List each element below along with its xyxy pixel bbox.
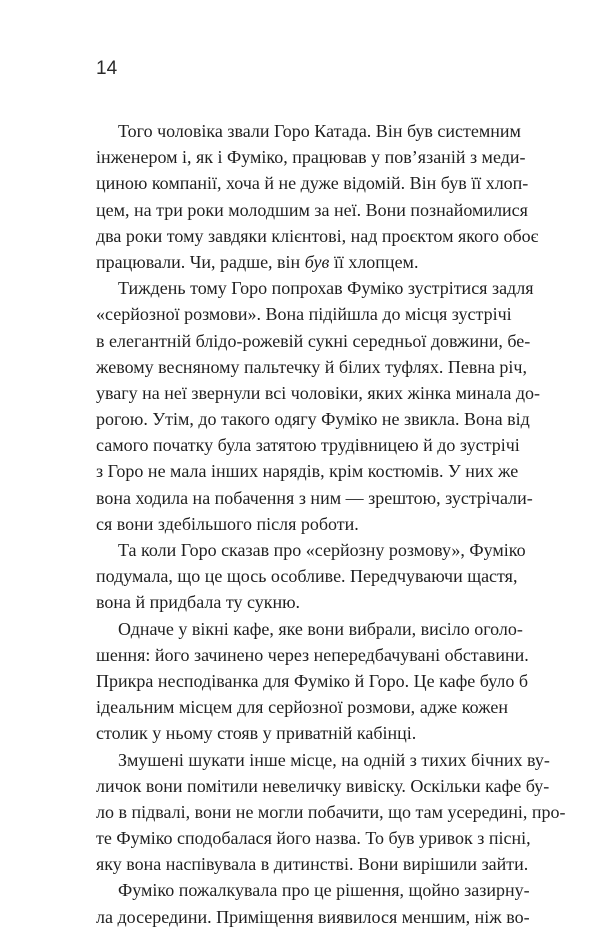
text-line: Та коли Горо сказав про «серйозну розмову», Фуміко (118, 540, 526, 560)
text-line: подумала, що це щось особливе. Передчуваючи щастя, (96, 566, 518, 587)
italic-word: був (304, 251, 330, 272)
text-segment: її хлопцем. (329, 251, 419, 272)
text-line: увагу на неї звернули всі чоловіки, яких жінка минала до- (96, 382, 541, 403)
text-line: рогою. Утім, до такого одягу Фуміко не звикла. Вона від (96, 409, 530, 430)
text-line: вона ходила на побачення з ним — зрештою, зустрічали- (96, 487, 533, 508)
text-line: Того чоловіка звали Горо Катада. Він був системним (118, 121, 521, 141)
text-line (96, 249, 508, 275)
text-line: вона й придбала ту сукню. (96, 592, 301, 613)
text-line: ло в підвалі, вони не могли побачити, що там усередині, про- (96, 801, 566, 822)
page-number: 14 (96, 58, 118, 79)
text-line: два роки тому завдяки клієнтові, над проєктом якого обоє (96, 225, 539, 246)
text-line: циною компанії, хоча й не дуже відомій. Він був її хлоп- (96, 173, 529, 194)
text-line: «серйозної розмови». Вона підійшла до місця зустрічі (96, 304, 512, 325)
body-text (96, 118, 566, 930)
text-line: ла досередини. Приміщення виявилося меншим, ніж во- (96, 906, 530, 927)
text-line: личок вони помітили невеличку вивіску. Оскільки кафе бу- (96, 775, 550, 796)
text-line: Одначе у вікні кафе, яке вони вибрали, висіло оголо- (118, 618, 523, 639)
text-line: цем, на три роки молодшим за неї. Вони познайомилися (96, 199, 528, 220)
text-line: шення: його зачинено через непередбачувані обставини. (96, 644, 529, 665)
text-line: жевому весняному пальтечку й білих туфлях. Певна річ, (96, 356, 527, 377)
text-line: ідеальним місцем для серйозної розмови, адже кожен (96, 697, 508, 718)
text-segment: працювали. Чи, радше, він (96, 251, 305, 272)
text-line: Тиждень тому Горо попрохав Фуміко зустрітися задля (118, 278, 534, 299)
text-line: Фуміко пожалкувала про це рішення, щойно зазирну- (118, 880, 530, 901)
text-line: інженером і, як і Фуміко, працював у пов’язаній з меди- (96, 147, 526, 168)
text-line: те Фуміко сподобалася його назва. То був уривок з пісні, (96, 828, 531, 849)
text-line: самого початку була затятою трудівницею й до зустрічі (96, 435, 520, 456)
text-line: Змушені шукати інше місце, на одній з тихих бічних ву- (118, 749, 550, 770)
text-line: в елегантній блідо-рожевій сукні середньої довжини, бе- (96, 330, 531, 351)
text-line: ся вони здебільшого після роботи. (96, 513, 359, 534)
text-line: з Горо не мала інших нарядів, крім костюмів. У них же (96, 461, 519, 482)
text-line: яку вона наспівувала в дитинстві. Вони вирішили зайти. (96, 854, 529, 875)
text-line: Прикра несподіванка для Фуміко й Горо. Це кафе було б (96, 670, 529, 691)
text-line: столик у ньому стояв у приватній кабінці. (96, 723, 417, 744)
